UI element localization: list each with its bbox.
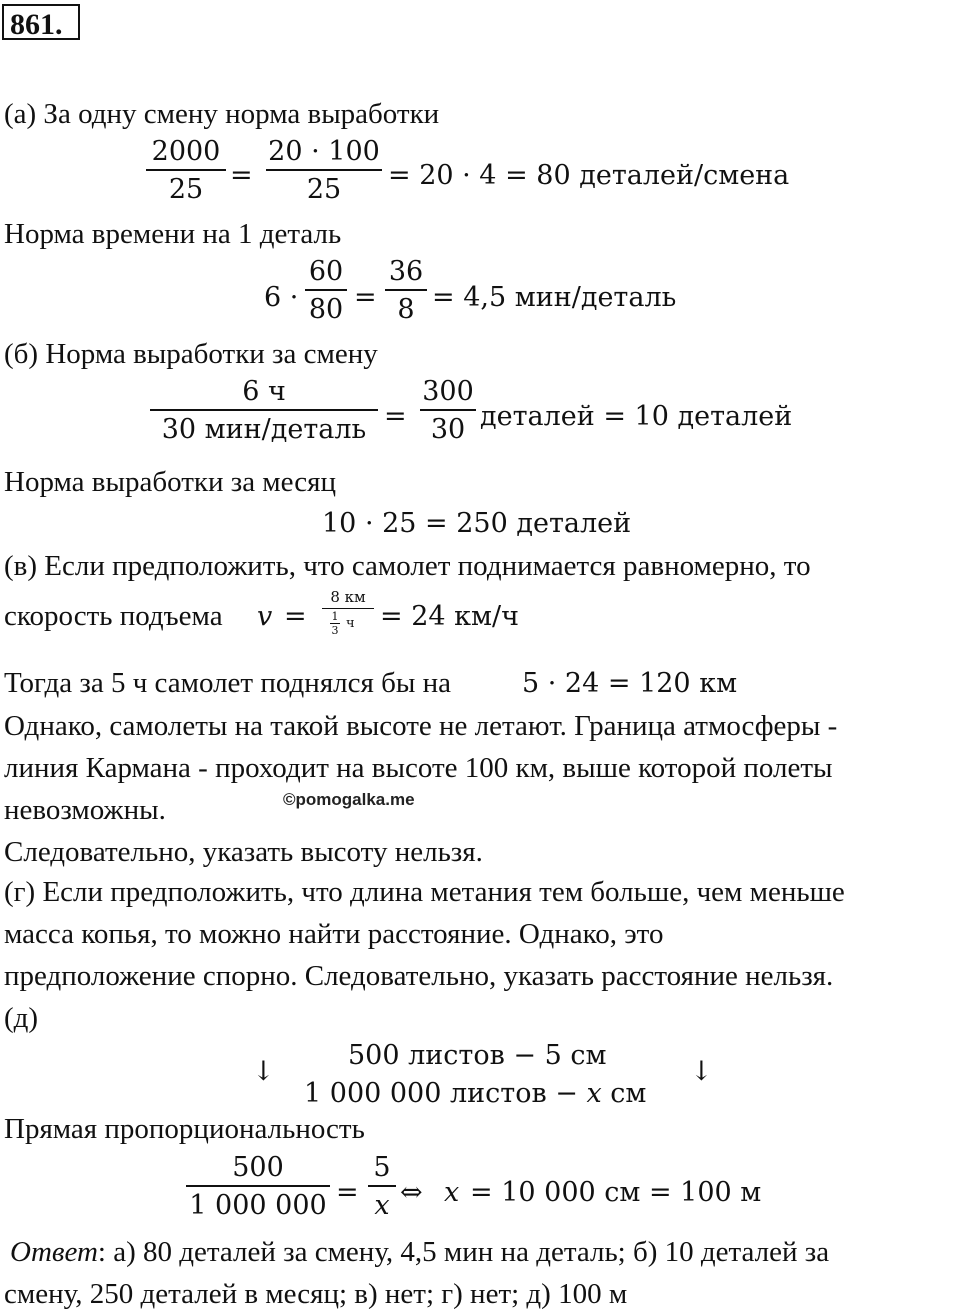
fraction-numerator: 36 xyxy=(388,256,424,287)
part-b-month-label: Норма выработки за месяц xyxy=(4,466,336,498)
part-v-line-4: Однако, самолеты на такой высоте не летают. Граница атмосферы - xyxy=(4,710,838,742)
part-v-line-1: (в) Если предположить, что самолет поднимается равномерно, то xyxy=(4,550,811,582)
fraction-numerator: 8 км xyxy=(330,588,366,606)
fraction-bar xyxy=(420,409,476,411)
part-d-fraction-1 xyxy=(186,1154,330,1219)
part-d-label: (д) xyxy=(4,1002,39,1034)
row-2-left: 1 000 000 листов − xyxy=(304,1078,578,1109)
part-a-fraction-2 xyxy=(266,138,382,203)
part-b-fraction-1 xyxy=(150,378,378,443)
watermark: ©pomogalka.me xyxy=(283,790,415,809)
fraction-numerator: 2000 xyxy=(151,136,221,167)
fraction-denominator: 80 xyxy=(308,294,344,325)
part-a-time-label: Норма времени на 1 деталь xyxy=(4,218,342,250)
time-fraction-2 xyxy=(385,258,427,323)
fraction-denominator: x xyxy=(374,1190,390,1221)
fraction-numerator: 5 xyxy=(373,1152,391,1183)
unknown-x: x xyxy=(444,1177,460,1208)
fraction-denominator: 25 xyxy=(168,174,204,205)
fraction-bar xyxy=(146,169,226,171)
inner-unit: ч xyxy=(346,616,355,631)
fraction-denominator: 30 мин/деталь xyxy=(161,414,367,445)
part-a-fraction-1 xyxy=(146,138,226,203)
part-v-line-3: Тогда за 5 ч самолет поднялся бы на xyxy=(4,667,451,699)
fraction-denominator: 1 000 000 xyxy=(189,1190,327,1221)
fraction-numerator: 6 ч xyxy=(242,376,286,407)
velocity-result: = 24 км/ч xyxy=(380,601,519,632)
unknown-x: x xyxy=(586,1078,602,1109)
fraction-bar xyxy=(266,169,382,171)
proportion-row-1: 500 листов − 5 см xyxy=(348,1040,607,1071)
row-2-unit: см xyxy=(610,1078,647,1109)
inner-denominator: 3 xyxy=(331,624,339,637)
fraction-denominator xyxy=(322,611,374,637)
part-a-result: = 20 · 4 = 80 деталей/смена xyxy=(388,160,790,191)
fraction-denominator: 30 xyxy=(430,414,466,445)
part-d-fraction-2 xyxy=(368,1154,396,1219)
time-fraction-1 xyxy=(305,258,347,323)
fraction-bar xyxy=(186,1185,330,1187)
part-b-result: деталей = 10 деталей xyxy=(480,401,793,432)
proportion-row-2 xyxy=(304,1080,646,1107)
part-v-line-5: линия Кармана - проходит на высоте 100 км, выше которой полеты xyxy=(4,752,833,784)
velocity-fraction xyxy=(322,590,374,637)
equals-sign: = xyxy=(384,401,407,432)
part-d-proportion-label: Прямая пропорциональность xyxy=(4,1113,365,1145)
part-b-fraction-2 xyxy=(420,378,476,443)
fraction-numerator: 500 xyxy=(232,1152,284,1183)
part-b-month-equation: 10 · 25 = 250 деталей xyxy=(322,508,632,539)
equals-sign: = xyxy=(354,282,377,313)
answer-label: Ответ xyxy=(10,1236,98,1268)
fraction-denominator: 25 xyxy=(306,174,342,205)
fraction-bar xyxy=(368,1185,396,1187)
part-v-height-equation: 5 · 24 = 120 км xyxy=(522,668,738,699)
time-prefix: 6 · xyxy=(264,282,299,313)
arrow-down-icon: ↓ xyxy=(690,1056,713,1087)
answer-text-1: : а) 80 деталей за смену, 4,5 мин на деталь; б) 10 деталей за xyxy=(97,1236,830,1268)
time-result: = 4,5 мин/деталь xyxy=(432,282,677,313)
part-b-intro: (б) Норма выработки за смену xyxy=(4,338,378,370)
part-v-speed-label: скорость подъема xyxy=(4,600,223,632)
part-g-line-2: масса копья, то можно найти расстояние. Однако, это xyxy=(4,918,664,950)
fraction-numerator: 20 · 100 xyxy=(268,136,380,167)
fraction-bar xyxy=(305,289,347,291)
equivalence-sign: ⇔ xyxy=(400,1177,423,1208)
problem-number: 861. xyxy=(10,8,63,41)
arrow-down-icon: ↓ xyxy=(252,1056,275,1087)
inner-numerator: 1 xyxy=(331,610,339,623)
part-g-line-3: предположение спорно. Следовательно, указать расстояние нельзя. xyxy=(4,960,834,992)
fraction-bar xyxy=(322,608,374,609)
fraction-denominator: 8 xyxy=(397,294,415,325)
part-v-conclusion: Следовательно, указать высоту нельзя. xyxy=(4,836,483,868)
answer-line-1 xyxy=(10,1238,829,1267)
fraction-numerator: 300 xyxy=(422,376,474,407)
fraction-numerator: 60 xyxy=(308,256,344,287)
equals-sign: = xyxy=(284,601,307,632)
equals-sign: = xyxy=(230,160,253,191)
fraction-bar xyxy=(150,409,378,411)
velocity-symbol: v xyxy=(257,601,273,632)
equals-sign: = xyxy=(336,1177,359,1208)
part-d-result: = 10 000 см = 100 м xyxy=(470,1177,762,1208)
fraction-bar xyxy=(385,289,427,291)
part-g-line-1: (г) Если предположить, что длина метания тем больше, чем меньше xyxy=(4,876,845,908)
problem-number-box xyxy=(2,4,80,40)
part-a-intro: (а) За одну смену норма выработки xyxy=(4,98,440,130)
answer-line-2: смену, 250 деталей в месяц; в) нет; г) нет; д) 100 м xyxy=(4,1278,628,1310)
part-v-line-6: невозможны. xyxy=(4,794,166,826)
